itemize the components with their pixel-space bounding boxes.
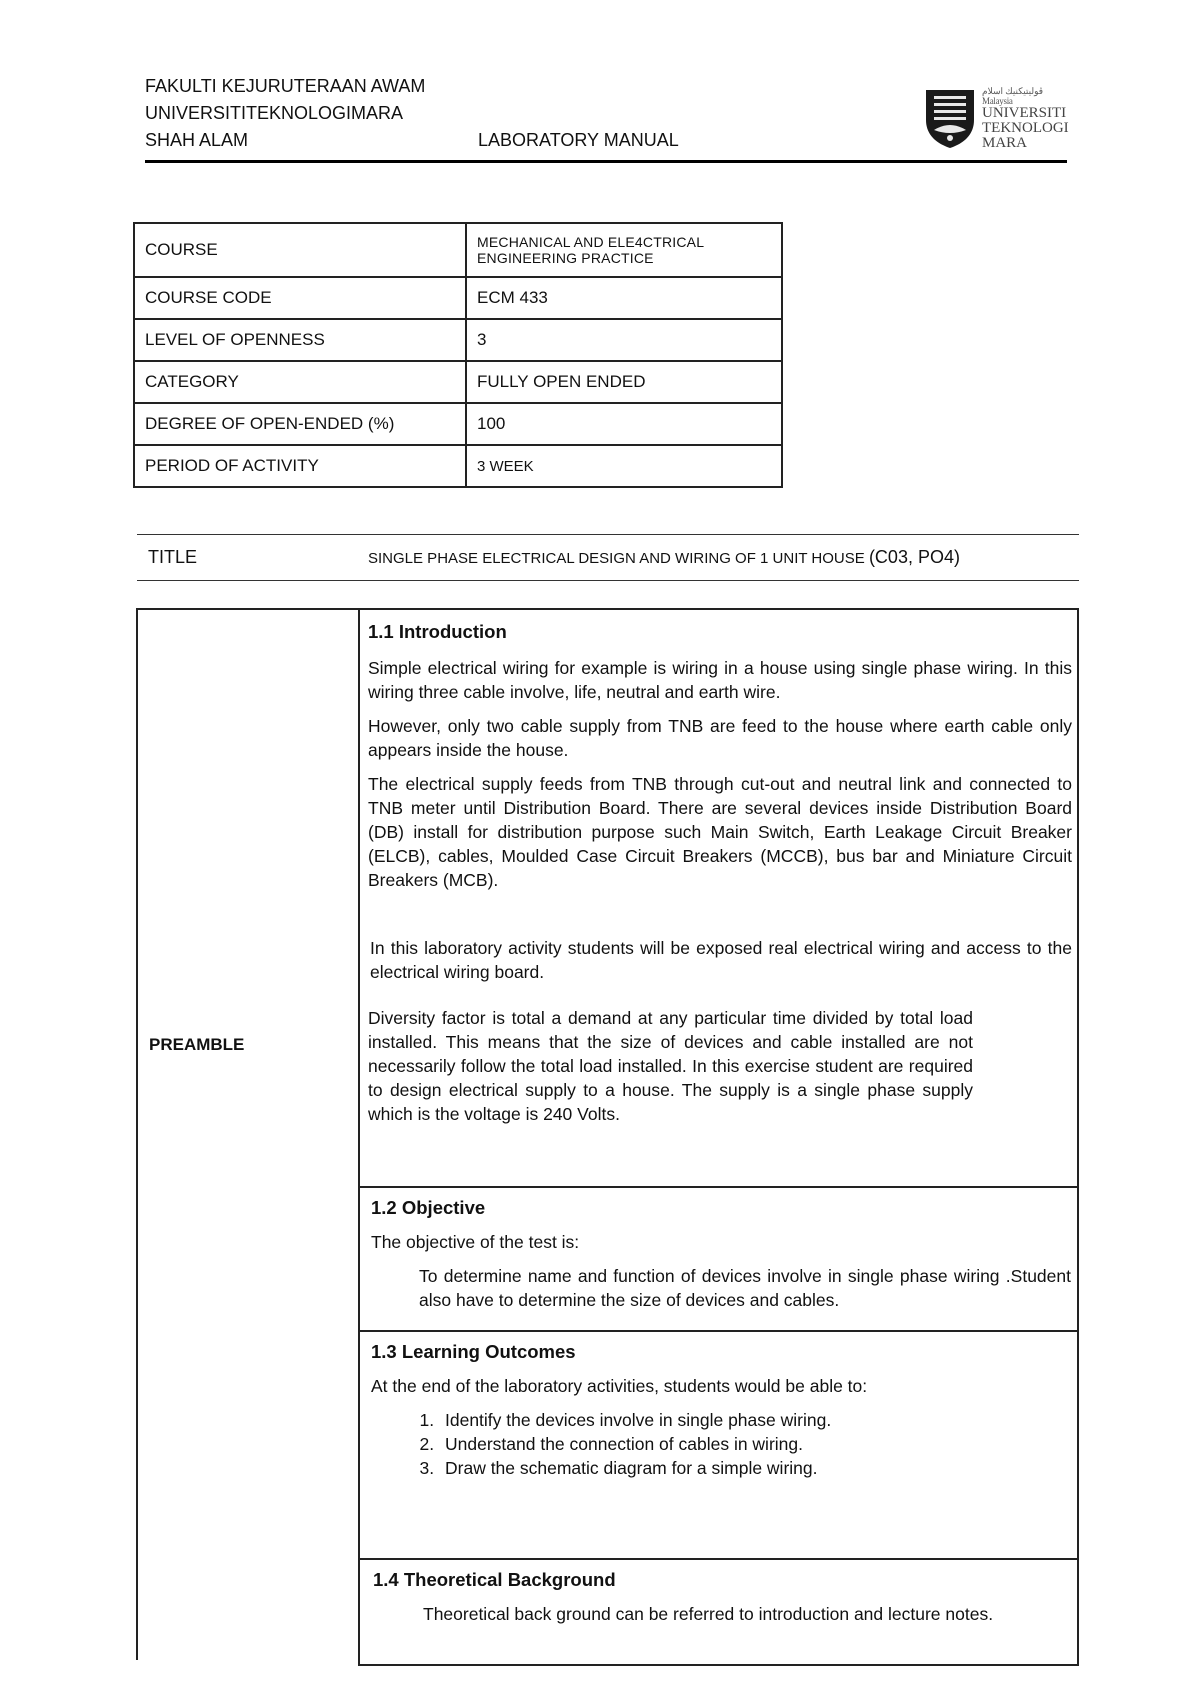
- uitm-logo: [922, 86, 1072, 150]
- title-label: TITLE: [148, 547, 198, 567]
- course-value-line2: ENGINEERING PRACTICE: [477, 250, 654, 266]
- category-value: FULLY OPEN ENDED: [466, 361, 782, 403]
- openness-value: 3: [466, 319, 782, 361]
- table-row: [134, 277, 782, 319]
- learning-outcomes-list: [371, 1408, 1071, 1480]
- table-row: [134, 445, 782, 487]
- introduction-paragraph: In this laboratory activity students will be exposed real electrical wiring and access to the electrical wiring board.: [370, 938, 1072, 982]
- category-label: CATEGORY: [134, 361, 466, 403]
- objective-heading: 1.2 Objective: [371, 1197, 486, 1218]
- campus-name: SHAH ALAM: [145, 130, 249, 150]
- introduction-heading: 1.1 Introduction: [368, 621, 507, 642]
- learning-outcomes-intro: At the end of the laboratory activities, students would be able to:: [371, 1376, 868, 1396]
- title-value: SINGLE PHASE ELECTRICAL DESIGN AND WIRING OF 1 UNIT HOUSE: [368, 550, 865, 567]
- openness-label: LEVEL OF OPENNESS: [134, 319, 466, 361]
- introduction-paragraph: The electrical supply feeds from TNB through cut-out and neutral link and connected to TNB meter until Distribution Board. There are several devices inside Distribution Board (DB) install for distribution purpose such Main Switch, Earth Leakage Circuit Breaker (ELCB), cables, Moulded Case Circuit Breakers (MCCB), bus bar and Miniature Circuit Breakers (MCB).: [368, 774, 1072, 890]
- objective-text: To determine name and function of devices involve in single phase wiring .Student also have to determine the size of devices and cables.: [419, 1266, 1071, 1310]
- manual-type: LABORATORY MANUAL: [478, 130, 679, 150]
- learning-outcomes-section: [371, 1340, 1071, 1480]
- faculty-name: FAKULTI KEJURUTERAAN AWAM: [145, 76, 426, 96]
- course-code-value: ECM 433: [466, 277, 782, 319]
- theoretical-background-heading: 1.4 Theoretical Background: [373, 1569, 616, 1590]
- period-value: 3 WEEK: [466, 445, 782, 487]
- list-item: 1. Identify the devices involve in single phase wiring.: [439, 1408, 1071, 1432]
- list-item: 2. Understand the connection of cables in wiring.: [439, 1432, 1071, 1456]
- logo-word-1: UNIVERSITI: [982, 105, 1067, 121]
- section-divider: [358, 1330, 1079, 1332]
- course-info-table: [133, 222, 783, 488]
- main-table-bottom-border: [358, 1664, 1079, 1666]
- theoretical-background-section: [373, 1568, 1063, 1626]
- logo-jawi-text: ڤوليتيكنيك اسلام: [982, 86, 1044, 96]
- list-item: 3. Draw the schematic diagram for a simple wiring.: [439, 1456, 1071, 1480]
- introduction-paragraph: However, only two cable supply from TNB are feed to the house where earth cable only appears inside the house.: [368, 716, 1072, 760]
- table-row: [134, 223, 782, 277]
- title-top-rule: [137, 534, 1079, 535]
- university-name: UNIVERSITITEKNOLOGIMARA: [145, 103, 404, 123]
- uitm-crest-icon: [922, 86, 978, 150]
- theoretical-background-text: Theoretical back ground can be referred to introduction and lecture notes.: [423, 1604, 994, 1624]
- course-value-cell: [466, 223, 782, 277]
- introduction-section: [368, 620, 1072, 1126]
- header-rule: [145, 160, 1067, 163]
- period-label: PERIOD OF ACTIVITY: [134, 445, 466, 487]
- table-row: [134, 319, 782, 361]
- logo-word-3: MARA: [982, 135, 1028, 151]
- learning-outcomes-heading: 1.3 Learning Outcomes: [371, 1341, 576, 1362]
- main-table-divider: [358, 608, 360, 1666]
- objective-section: [371, 1196, 1071, 1312]
- title-value-wrap: [368, 547, 960, 568]
- preamble-label: PREAMBLE: [149, 1035, 245, 1054]
- objective-intro: The objective of the test is:: [371, 1232, 580, 1252]
- course-label: COURSE: [134, 223, 466, 277]
- introduction-paragraph: Simple electrical wiring for example is wiring in a house using single phase wiring. In this wiring three cable involve, life, neutral and earth wire.: [368, 658, 1072, 702]
- course-code-label: COURSE CODE: [134, 277, 466, 319]
- degree-label: DEGREE OF OPEN-ENDED (%): [134, 403, 466, 445]
- diversity-paragraph: Diversity factor is total a demand at any particular time divided by total load installed. This means that the size of devices and cable installed are not necessarily follow the total load installed. In this exercise student are required to design electrical supply to a house. The supply is a single phase supply which is the voltage is 240 Volts.: [368, 1008, 973, 1124]
- main-table-top-border: [136, 608, 1079, 610]
- logo-word-2: TEKNOLOGI: [982, 120, 1069, 136]
- section-divider: [358, 1186, 1079, 1188]
- main-table-right-border: [1077, 608, 1079, 1666]
- logo-top-text: Malaysia: [982, 96, 1013, 106]
- course-value: MECHANICAL AND ELE4CTRICAL: [477, 234, 705, 250]
- main-table-left-border: [136, 608, 138, 1660]
- title-outcomes: (C03, PO4): [868, 547, 960, 567]
- section-divider: [358, 1558, 1079, 1560]
- table-row: [134, 361, 782, 403]
- title-bottom-rule: [137, 580, 1079, 581]
- table-row: [134, 403, 782, 445]
- degree-value: 100: [466, 403, 782, 445]
